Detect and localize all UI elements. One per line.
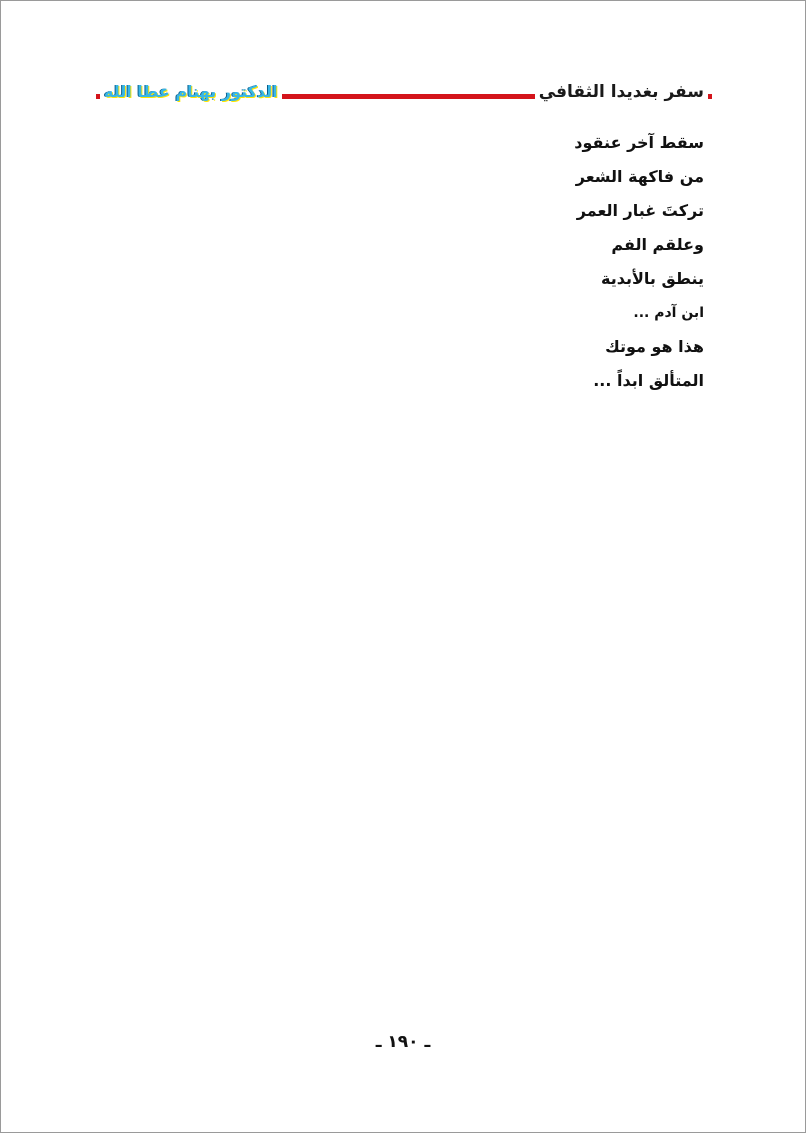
poem-line: هذا هو موتك bbox=[605, 337, 704, 356]
page-number: ـ ١٩٠ ـ bbox=[375, 1032, 431, 1052]
poem-line: ابن آدم ... bbox=[633, 305, 704, 321]
poem-line: المتألق ابداً ... bbox=[593, 371, 704, 390]
running-header bbox=[96, 80, 712, 106]
poem-line: ينطق بالأبدية bbox=[600, 269, 704, 288]
poem-line: من فاكهة الشعر bbox=[575, 167, 704, 186]
poem-line: سقط آخر عنقود bbox=[574, 133, 704, 152]
poem-line: وعلقم الفم bbox=[611, 235, 704, 254]
poem-line: تركتَ غبار العمر bbox=[576, 201, 704, 220]
header-book-title: سفر بغديدا الثقافي bbox=[535, 80, 708, 104]
header-author: الدكتور بهنام عطا الله bbox=[100, 80, 282, 104]
poem bbox=[574, 128, 704, 400]
